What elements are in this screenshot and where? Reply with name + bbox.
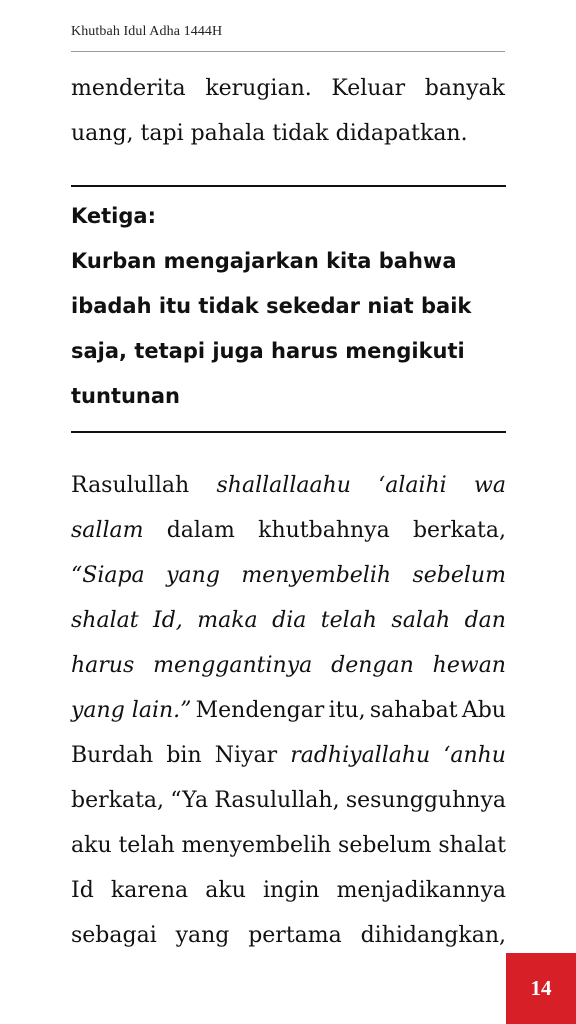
word: dalam [166,518,235,543]
word: aku [205,878,246,903]
word: telah [118,833,175,858]
word-italic: dia [272,608,307,633]
word: dihidangkan, [360,923,506,948]
page-number-badge: 14 [506,953,576,1024]
word: shalat [438,833,506,858]
text-line [71,778,506,823]
word-italic: yang lain.” [71,698,192,723]
header-divider [71,51,505,52]
section-bottom-rule [71,431,506,433]
word-italic: hewan [432,653,506,678]
word-italic: salah [391,608,451,633]
word: Rasulullah, [214,788,340,813]
word-italic: maka [197,608,258,633]
word: Mendengar [195,698,325,723]
text-line [71,643,506,688]
word: pertama [248,923,342,948]
word-italic: shallallaahu [216,473,351,498]
word: khutbahnya [258,518,390,543]
word: berkata, [412,518,506,543]
word: Rasulullah [71,473,190,498]
word: bin [166,743,202,768]
word: sebelum [338,833,432,858]
word-italic: menggantinya [153,653,313,678]
word-italic: ‘alaihi [378,473,447,498]
section-heading [71,194,505,419]
text-line [71,733,506,778]
word: itu, [328,698,366,723]
word: ingin [262,878,320,903]
word: banyak [424,76,505,101]
word: sebagai [71,923,157,948]
word: sesungguhnya [345,788,506,813]
word: menyembelih [181,833,332,858]
text-line [71,688,506,733]
section-heading-line: Kurban mengajarkan kita bahwa [71,249,457,273]
word-italic: radhiyallahu [290,743,431,768]
word: Burdah [71,743,154,768]
word-italic: dan [464,608,506,633]
word: “Ya [170,788,209,813]
word: karena [110,878,189,903]
text-line [71,508,506,553]
word-italic: dengan [331,653,414,678]
word-italic: “Siapa [71,563,145,588]
word: yang [175,923,230,948]
text-line [71,868,506,913]
text-line [71,553,506,598]
word: Id [71,878,94,903]
text-line: uang, tapi pahala tidak didapatkan. [71,121,468,146]
word: Niyar [214,743,278,768]
text-line [71,823,506,868]
section-top-rule [71,185,506,187]
text-line [71,913,506,958]
word-italic: wa [474,473,506,498]
section-heading-line: saja, tetapi juga harus mengikuti [71,339,465,363]
word-italic: Id, [153,608,183,633]
paragraph-continuation [71,66,505,156]
word: Keluar [331,76,406,101]
word-italic: shalat [71,608,139,633]
word: berkata, [71,788,165,813]
word-italic: sallam [71,518,144,543]
word-italic: ‘anhu [443,743,506,768]
word-italic: menyembelih [241,563,392,588]
word-italic: telah [320,608,377,633]
section-label: Ketiga: [71,204,156,228]
word: aku [71,833,112,858]
section-heading-line: ibadah itu tidak sekedar niat baik [71,294,472,318]
word: sahabat [369,698,458,723]
text-line [71,463,506,508]
text-line [71,66,505,111]
word-italic: harus [71,653,135,678]
text-line [71,598,506,643]
paragraph-hadith [71,463,506,958]
word: menjadikannya [336,878,506,903]
running-header: Khutbah Idul Adha 1444H [71,24,223,39]
word: menderita [71,76,186,101]
word-italic: yang [166,563,220,588]
section-heading-line: tuntunan [71,384,180,408]
word: Abu [461,698,506,723]
word: kerugian. [205,76,312,101]
word-italic: sebelum [412,563,506,588]
